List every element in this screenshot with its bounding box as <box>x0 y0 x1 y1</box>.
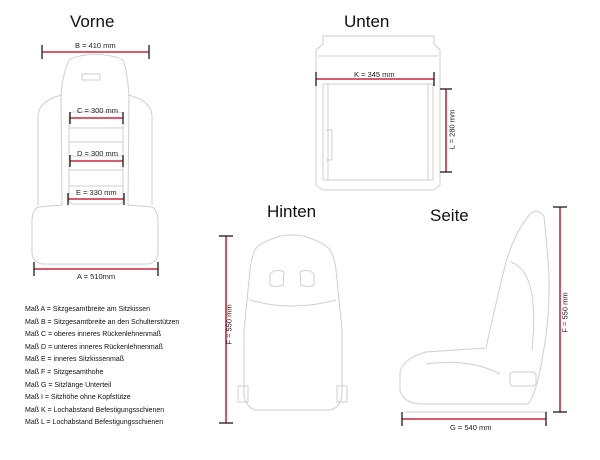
legend-item-e: Maß E = inneres Sitzkissenmaß <box>25 356 125 364</box>
back-view-seat-outline <box>238 235 347 410</box>
legend-item-b: Maß B = Sitzgesamtbreite an den Schulterstützen <box>25 318 180 326</box>
legend-item-i: Maß I = Sitzhöhe ohne Kopfstütze <box>25 394 131 402</box>
side-view-seat-outline <box>400 211 549 412</box>
bottom-view-seat-outline <box>316 36 440 190</box>
view-title-front: Vorne <box>70 12 115 31</box>
legend-item-k: Maß K = Lochabstand Befestigungsschienen <box>25 406 165 414</box>
dim-label-e: E = 330 mm <box>76 188 117 197</box>
dim-label-f-back: F = 550 mm <box>224 304 234 345</box>
dim-label-d: D = 300 mm <box>77 149 119 158</box>
dim-label-g: G = 540 mm <box>450 423 492 432</box>
front-view-seat-outline <box>32 54 158 264</box>
view-title-bottom: Unten <box>344 12 390 31</box>
legend-item-f: Maß F = Sitzgesamthohe <box>25 368 104 376</box>
legend-item-c: Maß C = oberes inneres Rückenlehnenmaß <box>25 331 161 339</box>
dim-label-f-side: F = 550 mm <box>560 292 570 333</box>
legend-item-a: Maß A = Sitzgesamtbreite am Sitzkissen <box>25 306 151 313</box>
legend-item-l: Maß L = Lochabstand Befestigungsschienen <box>25 419 164 427</box>
view-title-side: Seite <box>430 206 469 225</box>
dim-label-c: C = 300 mm <box>77 106 119 115</box>
dim-label-l: L = 280 mm <box>447 109 457 150</box>
dimension-legend <box>25 304 179 430</box>
bottom-dimension-lines <box>316 72 452 172</box>
view-title-back: Hinten <box>267 202 317 221</box>
dim-label-b: B = 410 mm <box>75 41 116 50</box>
side-dimension-lines <box>402 207 567 426</box>
legend-item-g: Maß G = Sitzlänge Unterteil <box>25 381 112 389</box>
dim-label-k: K = 345 mm <box>354 70 395 79</box>
dim-label-a: A = 510mm <box>77 272 116 281</box>
legend-item-d: Maß D = unteres inneres Rückenlehnenmaß <box>25 343 163 351</box>
